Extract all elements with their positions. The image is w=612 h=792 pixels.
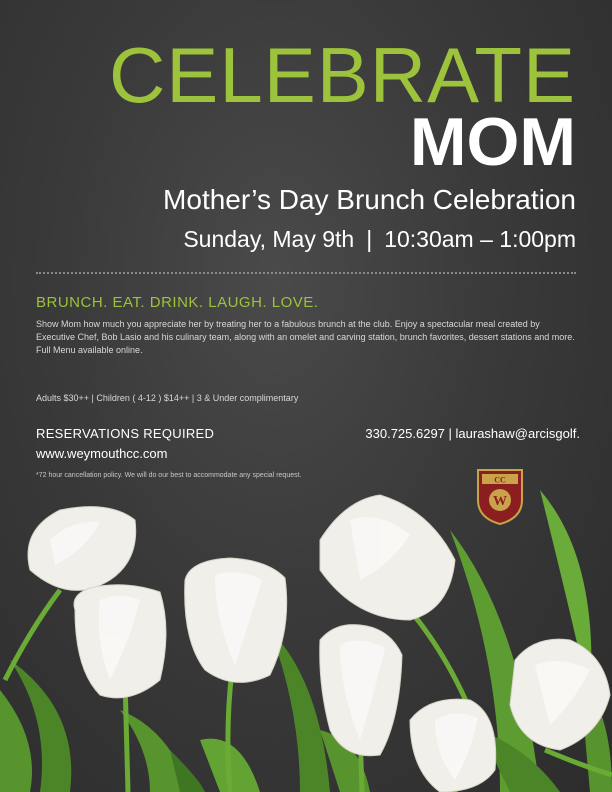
contact-info: 330.725.6297 | laurashaw@arcisgolf. xyxy=(365,426,580,441)
headline-mom: MOM xyxy=(409,104,576,180)
event-dateline xyxy=(183,228,576,251)
reservations-notice: RESERVATIONS REQUIRED xyxy=(36,426,215,441)
dotted-divider xyxy=(36,272,576,274)
event-date: Sunday, May 9th xyxy=(183,226,355,252)
cancellation-policy: *72 hour cancellation policy. We will do our best to accommodate any special request. xyxy=(36,472,302,479)
dateline-separator: | xyxy=(366,226,373,252)
event-subtitle: Mother’s Day Brunch Celebration xyxy=(163,184,576,215)
tagline: BRUNCH. EAT. DRINK. LAUGH. LOVE. xyxy=(36,294,319,311)
headline-celebrate: CELEBRATE xyxy=(108,31,576,119)
tulip-flowers-image xyxy=(0,480,612,792)
logo-initials: CC xyxy=(494,475,506,485)
event-time: 10:30am – 1:00pm xyxy=(384,226,576,252)
pricing-info: Adults $30++ | Children ( 4-12 ) $14++ | 3 & Under complimentary xyxy=(36,393,299,403)
website-link[interactable]: www.weymouthcc.com xyxy=(36,446,168,461)
logo-letter: W xyxy=(493,494,507,509)
event-description: Show Mom how much you appreciate her by treating her to a fabulous brunch at the club. Enjoy a spectacular meal created by Executive Chef, Bob Lasio and his culinary team, along with an omelet and carving station, brunch favorites, dessert stations and more. Full Menu available online. xyxy=(36,319,575,356)
